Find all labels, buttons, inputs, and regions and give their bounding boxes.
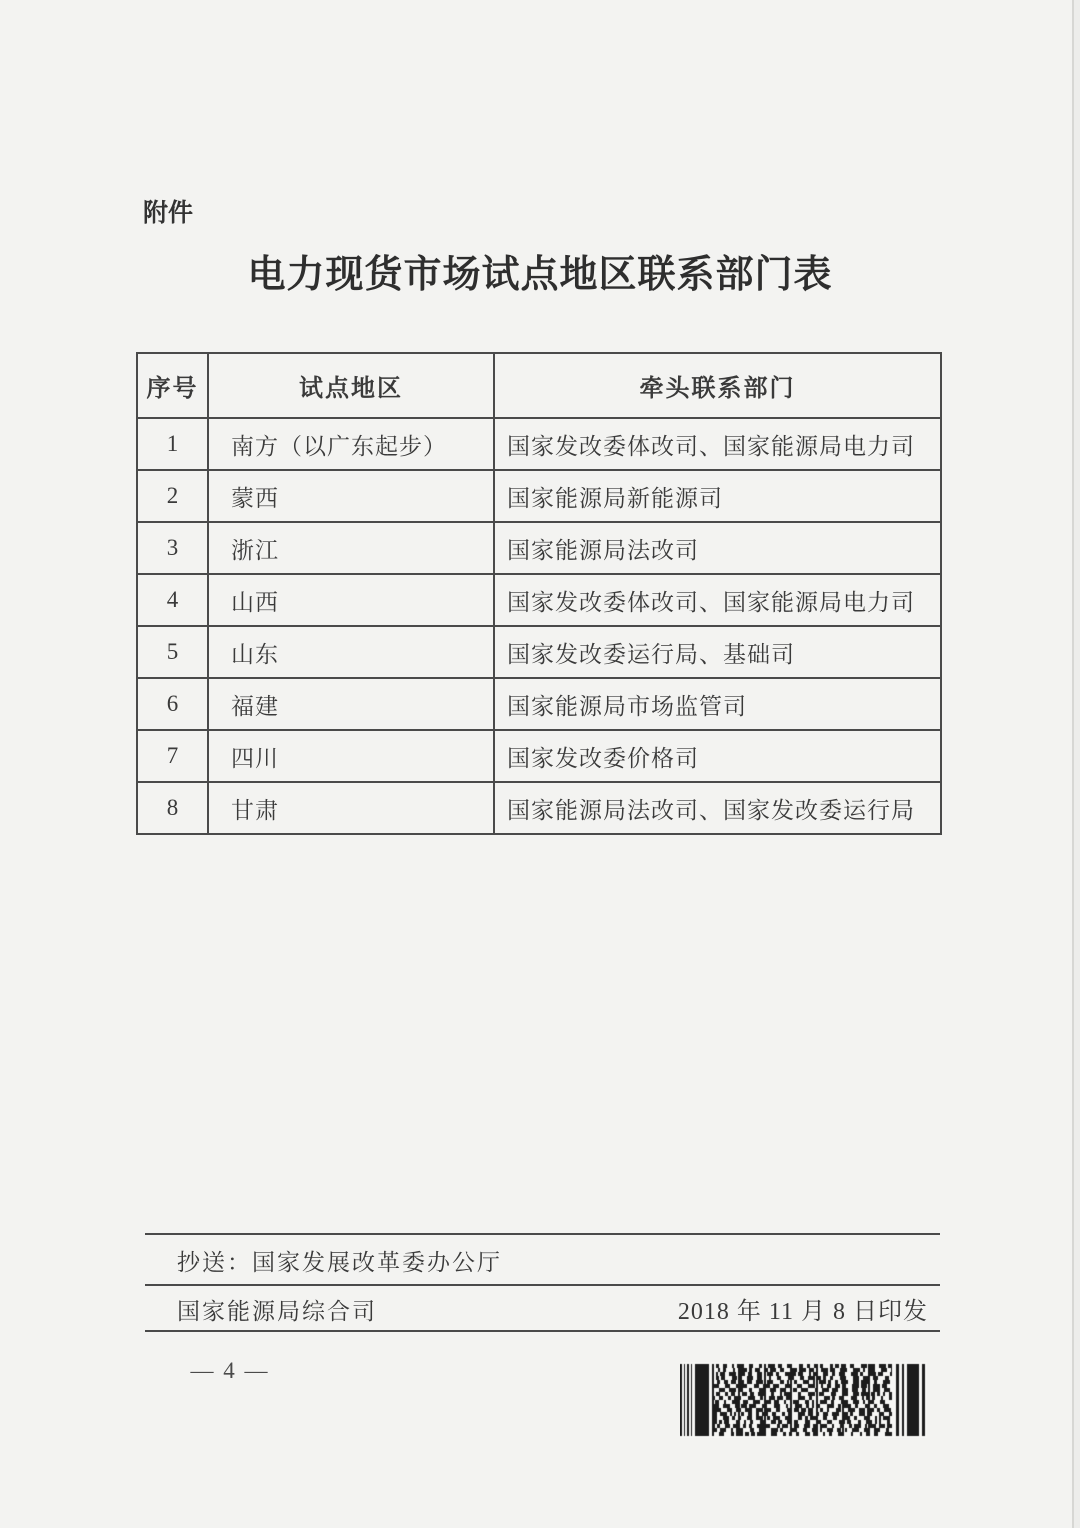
table-row xyxy=(137,522,941,574)
table-cell-no: 2 xyxy=(137,470,208,522)
table-cell-region: 蒙西 xyxy=(208,470,494,522)
scan-edge-shade xyxy=(1074,0,1080,1528)
table-row xyxy=(137,626,941,678)
header-region: 试点地区 xyxy=(208,353,494,418)
table-cell-department: 国家发改委运行局、基础司 xyxy=(494,626,941,678)
pdf417-barcode-icon xyxy=(680,1362,927,1438)
table-cell-no: 1 xyxy=(137,418,208,470)
footer-issuer: 国家能源局综合司 xyxy=(177,1299,377,1324)
table-cell-region: 山东 xyxy=(208,626,494,678)
table-row xyxy=(137,678,941,730)
table-cell-department: 国家发改委体改司、国家能源局电力司 xyxy=(494,574,941,626)
table-cell-department: 国家能源局新能源司 xyxy=(494,470,941,522)
table-cell-no: 8 xyxy=(137,782,208,834)
header-department: 牵头联系部门 xyxy=(494,353,941,418)
table-cell-no: 3 xyxy=(137,522,208,574)
attachment-label: 附件 xyxy=(143,199,194,227)
table-row xyxy=(137,730,941,782)
table-cell-department: 国家能源局法改司、国家发改委运行局 xyxy=(494,782,941,834)
footer-print-date: 2018 年 11 月 8 日印发 xyxy=(677,1299,928,1325)
table-cell-no: 5 xyxy=(137,626,208,678)
table-row xyxy=(137,418,941,470)
footer-rule-bottom xyxy=(145,1330,940,1332)
table-cell-region: 甘肃 xyxy=(208,782,494,834)
table-cell-region: 四川 xyxy=(208,730,494,782)
table-cell-region: 福建 xyxy=(208,678,494,730)
table-cell-no: 4 xyxy=(137,574,208,626)
page-title: 电力现货市场试点地区联系部门表 xyxy=(247,254,833,296)
footer-cc-line: 抄送：国家发展改革委办公厅 xyxy=(177,1250,502,1275)
table-cell-region: 南方（以广东起步） xyxy=(208,418,494,470)
table-cell-no: 7 xyxy=(137,730,208,782)
scan-edge-line xyxy=(1072,0,1074,1528)
footer-rule-top xyxy=(145,1233,940,1235)
table-cell-region: 浙江 xyxy=(208,522,494,574)
table-row xyxy=(137,470,941,522)
table-row xyxy=(137,782,941,834)
table-cell-region: 山西 xyxy=(208,574,494,626)
footer-rule-middle xyxy=(145,1284,940,1286)
table-cell-no: 6 xyxy=(137,678,208,730)
table-header-row xyxy=(137,353,941,418)
table-cell-department: 国家发改委价格司 xyxy=(494,730,941,782)
header-no: 序号 xyxy=(137,353,208,418)
table-cell-department: 国家发改委体改司、国家能源局电力司 xyxy=(494,418,941,470)
table-body xyxy=(137,418,941,834)
table-row xyxy=(137,574,941,626)
table-cell-department: 国家能源局法改司 xyxy=(494,522,941,574)
table-cell-department: 国家能源局市场监管司 xyxy=(494,678,941,730)
page-number: — 4 — xyxy=(190,1358,270,1383)
pilot-regions-table xyxy=(136,352,942,835)
